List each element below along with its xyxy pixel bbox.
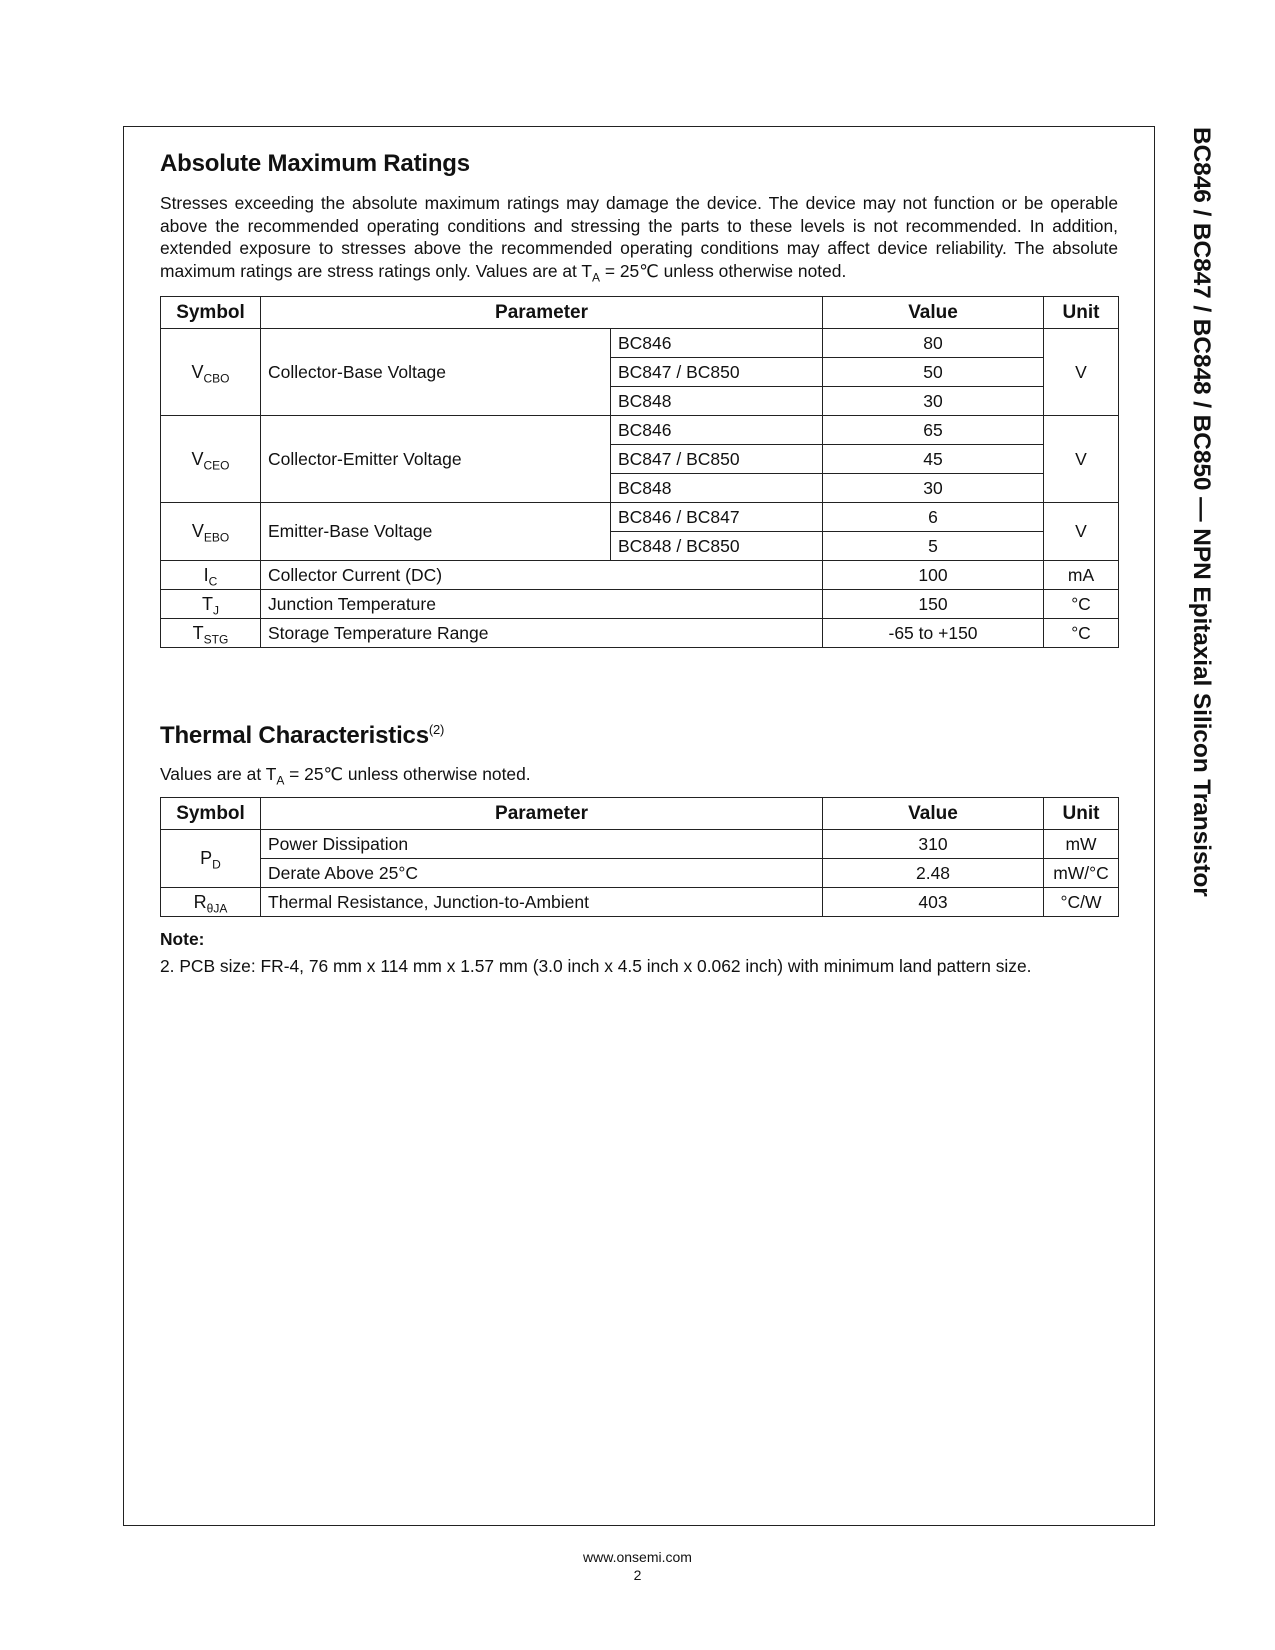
- table-row: [161, 619, 1119, 648]
- amr-title: Absolute Maximum Ratings: [160, 150, 470, 177]
- param-cell: Thermal Resistance, Junction-to-Ambient: [261, 888, 823, 917]
- amr-intro: Stresses exceeding the absolute maximum ratings may damage the device. The device may not function or be operable above the recommended operating conditions and stressing the parts to these levels is not recommended. In addition, extended exposure to stresses above the recommended operating conditions may affect device reliability. The absolute maximum ratings are stress ratings only. Values are at $T_A$ = 25℃ unless otherwise noted.: [160, 193, 1118, 284]
- symbol-vcbo: $V_{CBO}$: [161, 329, 261, 416]
- footer: [0, 1548, 1275, 1584]
- value-cell: 150: [823, 590, 1044, 619]
- header-parameter: Parameter: [261, 798, 823, 830]
- table-row: [161, 329, 1119, 358]
- device-cell: BC848: [611, 387, 823, 416]
- thermal-intro: Values are at $T_A$ = 25℃ unless otherwise noted.: [160, 764, 531, 788]
- param-tj: Junction Temperature: [261, 590, 823, 619]
- device-cell: BC847 / BC850: [611, 445, 823, 474]
- param-ic: Collector Current (DC): [261, 561, 823, 590]
- header-value: Value: [823, 297, 1044, 329]
- device-cell: BC847 / BC850: [611, 358, 823, 387]
- symbol-ic: $I_C$: [161, 561, 261, 590]
- param-vebo: Emitter-Base Voltage: [261, 503, 611, 561]
- table-row: [161, 888, 1119, 917]
- value-cell: 403: [823, 888, 1044, 917]
- value-cell: 310: [823, 830, 1044, 859]
- footer-url[interactable]: www.onsemi.com: [583, 1549, 692, 1565]
- value-cell: 80: [823, 329, 1044, 358]
- device-cell: BC848: [611, 474, 823, 503]
- value-cell: 30: [823, 387, 1044, 416]
- symbol-tstg: $T_{STG}$: [161, 619, 261, 648]
- value-cell: 6: [823, 503, 1044, 532]
- unit-cell: °C: [1044, 590, 1119, 619]
- value-cell: 30: [823, 474, 1044, 503]
- device-cell: BC846: [611, 329, 823, 358]
- amr-table: [160, 296, 1119, 648]
- table-row: [161, 830, 1119, 859]
- unit-cell: mW/°C: [1044, 859, 1119, 888]
- unit-cell: V: [1044, 329, 1119, 416]
- value-cell: 50: [823, 358, 1044, 387]
- header-symbol: Symbol: [161, 297, 261, 329]
- table-row: [161, 416, 1119, 445]
- header-unit: Unit: [1044, 297, 1119, 329]
- param-tstg: Storage Temperature Range: [261, 619, 823, 648]
- unit-cell: °C: [1044, 619, 1119, 648]
- table-row: [161, 561, 1119, 590]
- value-cell: 2.48: [823, 859, 1044, 888]
- param-vceo: Collector-Emitter Voltage: [261, 416, 611, 503]
- symbol-rja: $R_{\theta JA}$: [161, 888, 261, 917]
- header-symbol: Symbol: [161, 798, 261, 830]
- main-content: [160, 150, 1118, 977]
- param-vcbo: Collector-Base Voltage: [261, 329, 611, 416]
- symbol-tj: $T_J$: [161, 590, 261, 619]
- unit-cell: V: [1044, 416, 1119, 503]
- unit-cell: V: [1044, 503, 1119, 561]
- header-unit: Unit: [1044, 798, 1119, 830]
- table-row: [161, 590, 1119, 619]
- table-row: [161, 503, 1119, 532]
- table-header-row: [161, 297, 1119, 329]
- note-title: Note:: [160, 929, 205, 949]
- table-row: [161, 859, 1119, 888]
- unit-cell: mA: [1044, 561, 1119, 590]
- value-cell: 5: [823, 532, 1044, 561]
- thermal-table: [160, 797, 1119, 917]
- side-title-bar: [1185, 127, 1215, 907]
- device-cell: BC846: [611, 416, 823, 445]
- value-cell: 65: [823, 416, 1044, 445]
- param-cell: Power Dissipation: [261, 830, 823, 859]
- device-cell: BC848 / BC850: [611, 532, 823, 561]
- value-cell: 45: [823, 445, 1044, 474]
- header-value: Value: [823, 798, 1044, 830]
- value-cell: 100: [823, 561, 1044, 590]
- device-cell: BC846 / BC847: [611, 503, 823, 532]
- section-gap: [160, 648, 1118, 722]
- symbol-vebo: $V_{EBO}$: [161, 503, 261, 561]
- unit-cell: mW: [1044, 830, 1119, 859]
- side-title: BC846 / BC847 / BC848 / BC850 — NPN Epitaxial Silicon Transistor: [1188, 127, 1215, 897]
- page-number: 2: [633, 1567, 642, 1583]
- note-text: 2. PCB size: FR-4, 76 mm x 114 mm x 1.57 mm (3.0 inch x 4.5 inch x 0.062 inch) with minimum land pattern size.: [160, 956, 1032, 976]
- thermal-title: Thermal Characteristics$^{(2)}$: [160, 722, 445, 749]
- header-parameter: Parameter: [261, 297, 823, 329]
- table-header-row: [161, 798, 1119, 830]
- symbol-vceo: $V_{CEO}$: [161, 416, 261, 503]
- param-cell: Derate Above 25°C: [261, 859, 823, 888]
- value-cell: -65 to +150: [823, 619, 1044, 648]
- unit-cell: °C/W: [1044, 888, 1119, 917]
- symbol-pd: $P_D$: [161, 830, 261, 888]
